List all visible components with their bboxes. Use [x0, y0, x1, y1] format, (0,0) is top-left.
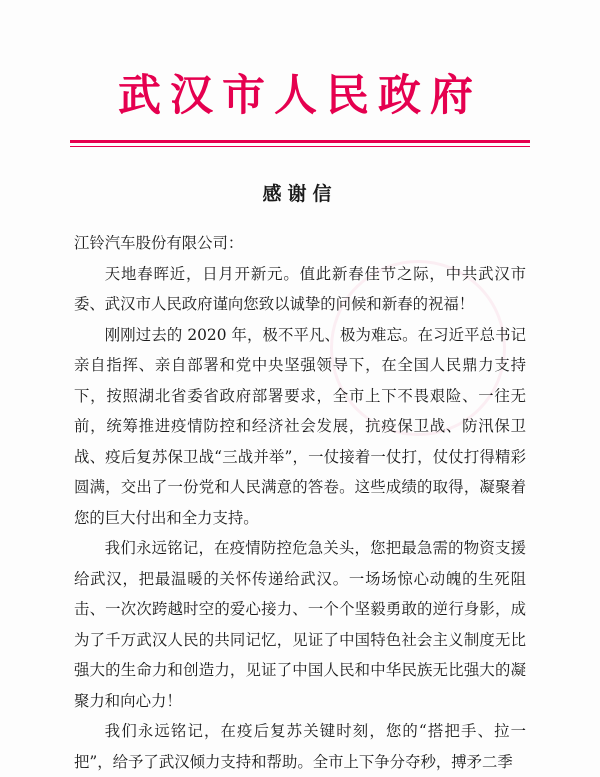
letterhead-red-rule-thin: [70, 146, 530, 147]
letter-title: 感谢信: [262, 183, 338, 205]
letterhead-org-name: 武汉市人民政府: [118, 71, 482, 121]
letter-paragraph-1: 天地春晖近，日月开新元。值此新春佳节之际，中共武汉市委、武汉市人民政府谨向您致以诚挚的问候和新春的祝福！: [74, 264, 526, 313]
letterhead-red-rule: [70, 140, 530, 143]
letter-paragraph-3: 我们永远铭记，在疫情防控危急关头，您把最急需的物资支援给武汉，把最温暖的关怀传递给武汉。一场场惊心动魄的生死阻击、一次次跨越时空的爱心接力、一个个坚毅勇敢的逆行身影，成为了千万武汉人民的共同记忆，见证了中国特色社会主义制度无比强大的生命力和创造力，见证了中国人民和中华民族无比强大的凝聚力和向心力！: [74, 539, 526, 710]
letter-body: [74, 228, 526, 777]
letter-salutation: 江铃汽车股份有限公司：: [74, 234, 244, 252]
letter-paragraph-4: 我们永远铭记，在疫后复苏关键时刻，您的“搭把手、拉一把”，给予了武汉倾力支持和帮助。全市上下争分夺秒，搏矛二季: [74, 722, 526, 771]
letter-paragraph-2: 刚刚过去的 2020 年，极不平凡、极为难忘。在习近平总书记亲自指挥、亲自部署和党中央坚强领导下，在全国人民鼎力支持下，按照湖北省委省政府部署要求，全市上下不畏艰险、一往无前，统筹推进疫情防控和经济社会发展，抗疫保卫战、防汛保卫战、疫后复苏保卫战“三战并举”，一仗接着一仗打，仗仗打得精彩圆满，交出了一份党和人民满意的答卷。这些成绩的取得，凝聚着您的巨大付出和全力支持。: [74, 325, 526, 527]
